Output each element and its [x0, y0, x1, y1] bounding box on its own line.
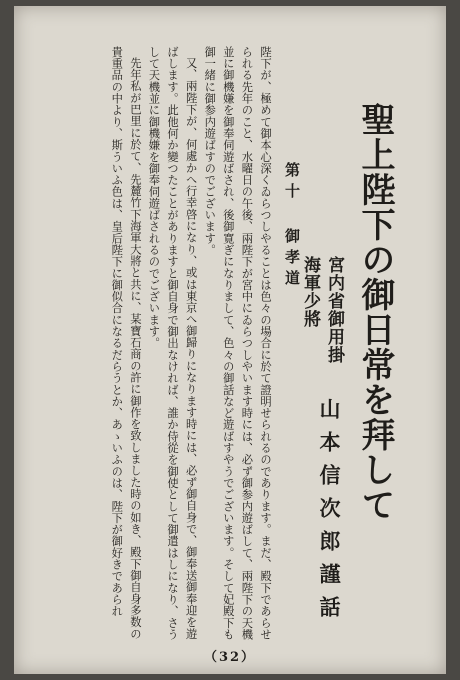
paragraph: 先年私が巴里に於て、先麓竹下海軍大將と共に、某寶石商の許に御作を致しました時の如き、殿下御自身多数の貴重品の中より、斯ういふ色は、皇后陛下に御似合になるだらうとか、あゝいふのは、陛下が御好きであられ [110, 46, 142, 640]
body-text [64, 46, 274, 646]
paragraph: 陛下が、極めて御本心深くゐらつしやることは色々の場合に於て證明せられるのであります。まだ、殿下であらせられる先年のこと、水曜日の午後、兩陛下が宮中にゐらつしやいます時には、必ず御参内遊ばして、兩陛下の天機並に御機嫌を御奉伺遊ばされ、後御寛ぎになりまして、色々の御話など遊ばすやうでございます。そして妃殿下も御一緒に御参内遊ばすのでございます。 [203, 46, 272, 641]
author-name: 山本信次郎謹話 [317, 398, 342, 629]
affiliation-line: 海軍少將 [300, 256, 320, 328]
chapter-heading: 第十 御孝道 [283, 162, 301, 291]
article-title: 聖上陛下の御日常を拜して [355, 102, 395, 522]
author-affiliation [300, 256, 344, 364]
paragraph: 又、兩陛下が、何處かへ行幸啓になり、或は東京へ御歸りになります時には、必ず御自身で、御奉送御奉迎を遊ばします。此他何か變つたことがありますと御自身で御出なければ、誰か侍從を御使として御遣はしになり、さうして天機並に御機嫌を御奉伺遊ばされるのでございます。 [147, 46, 198, 641]
page-number: （32） [203, 650, 257, 665]
document-page [14, 6, 446, 674]
affiliation-line: 宮内省御用掛 [324, 256, 344, 364]
